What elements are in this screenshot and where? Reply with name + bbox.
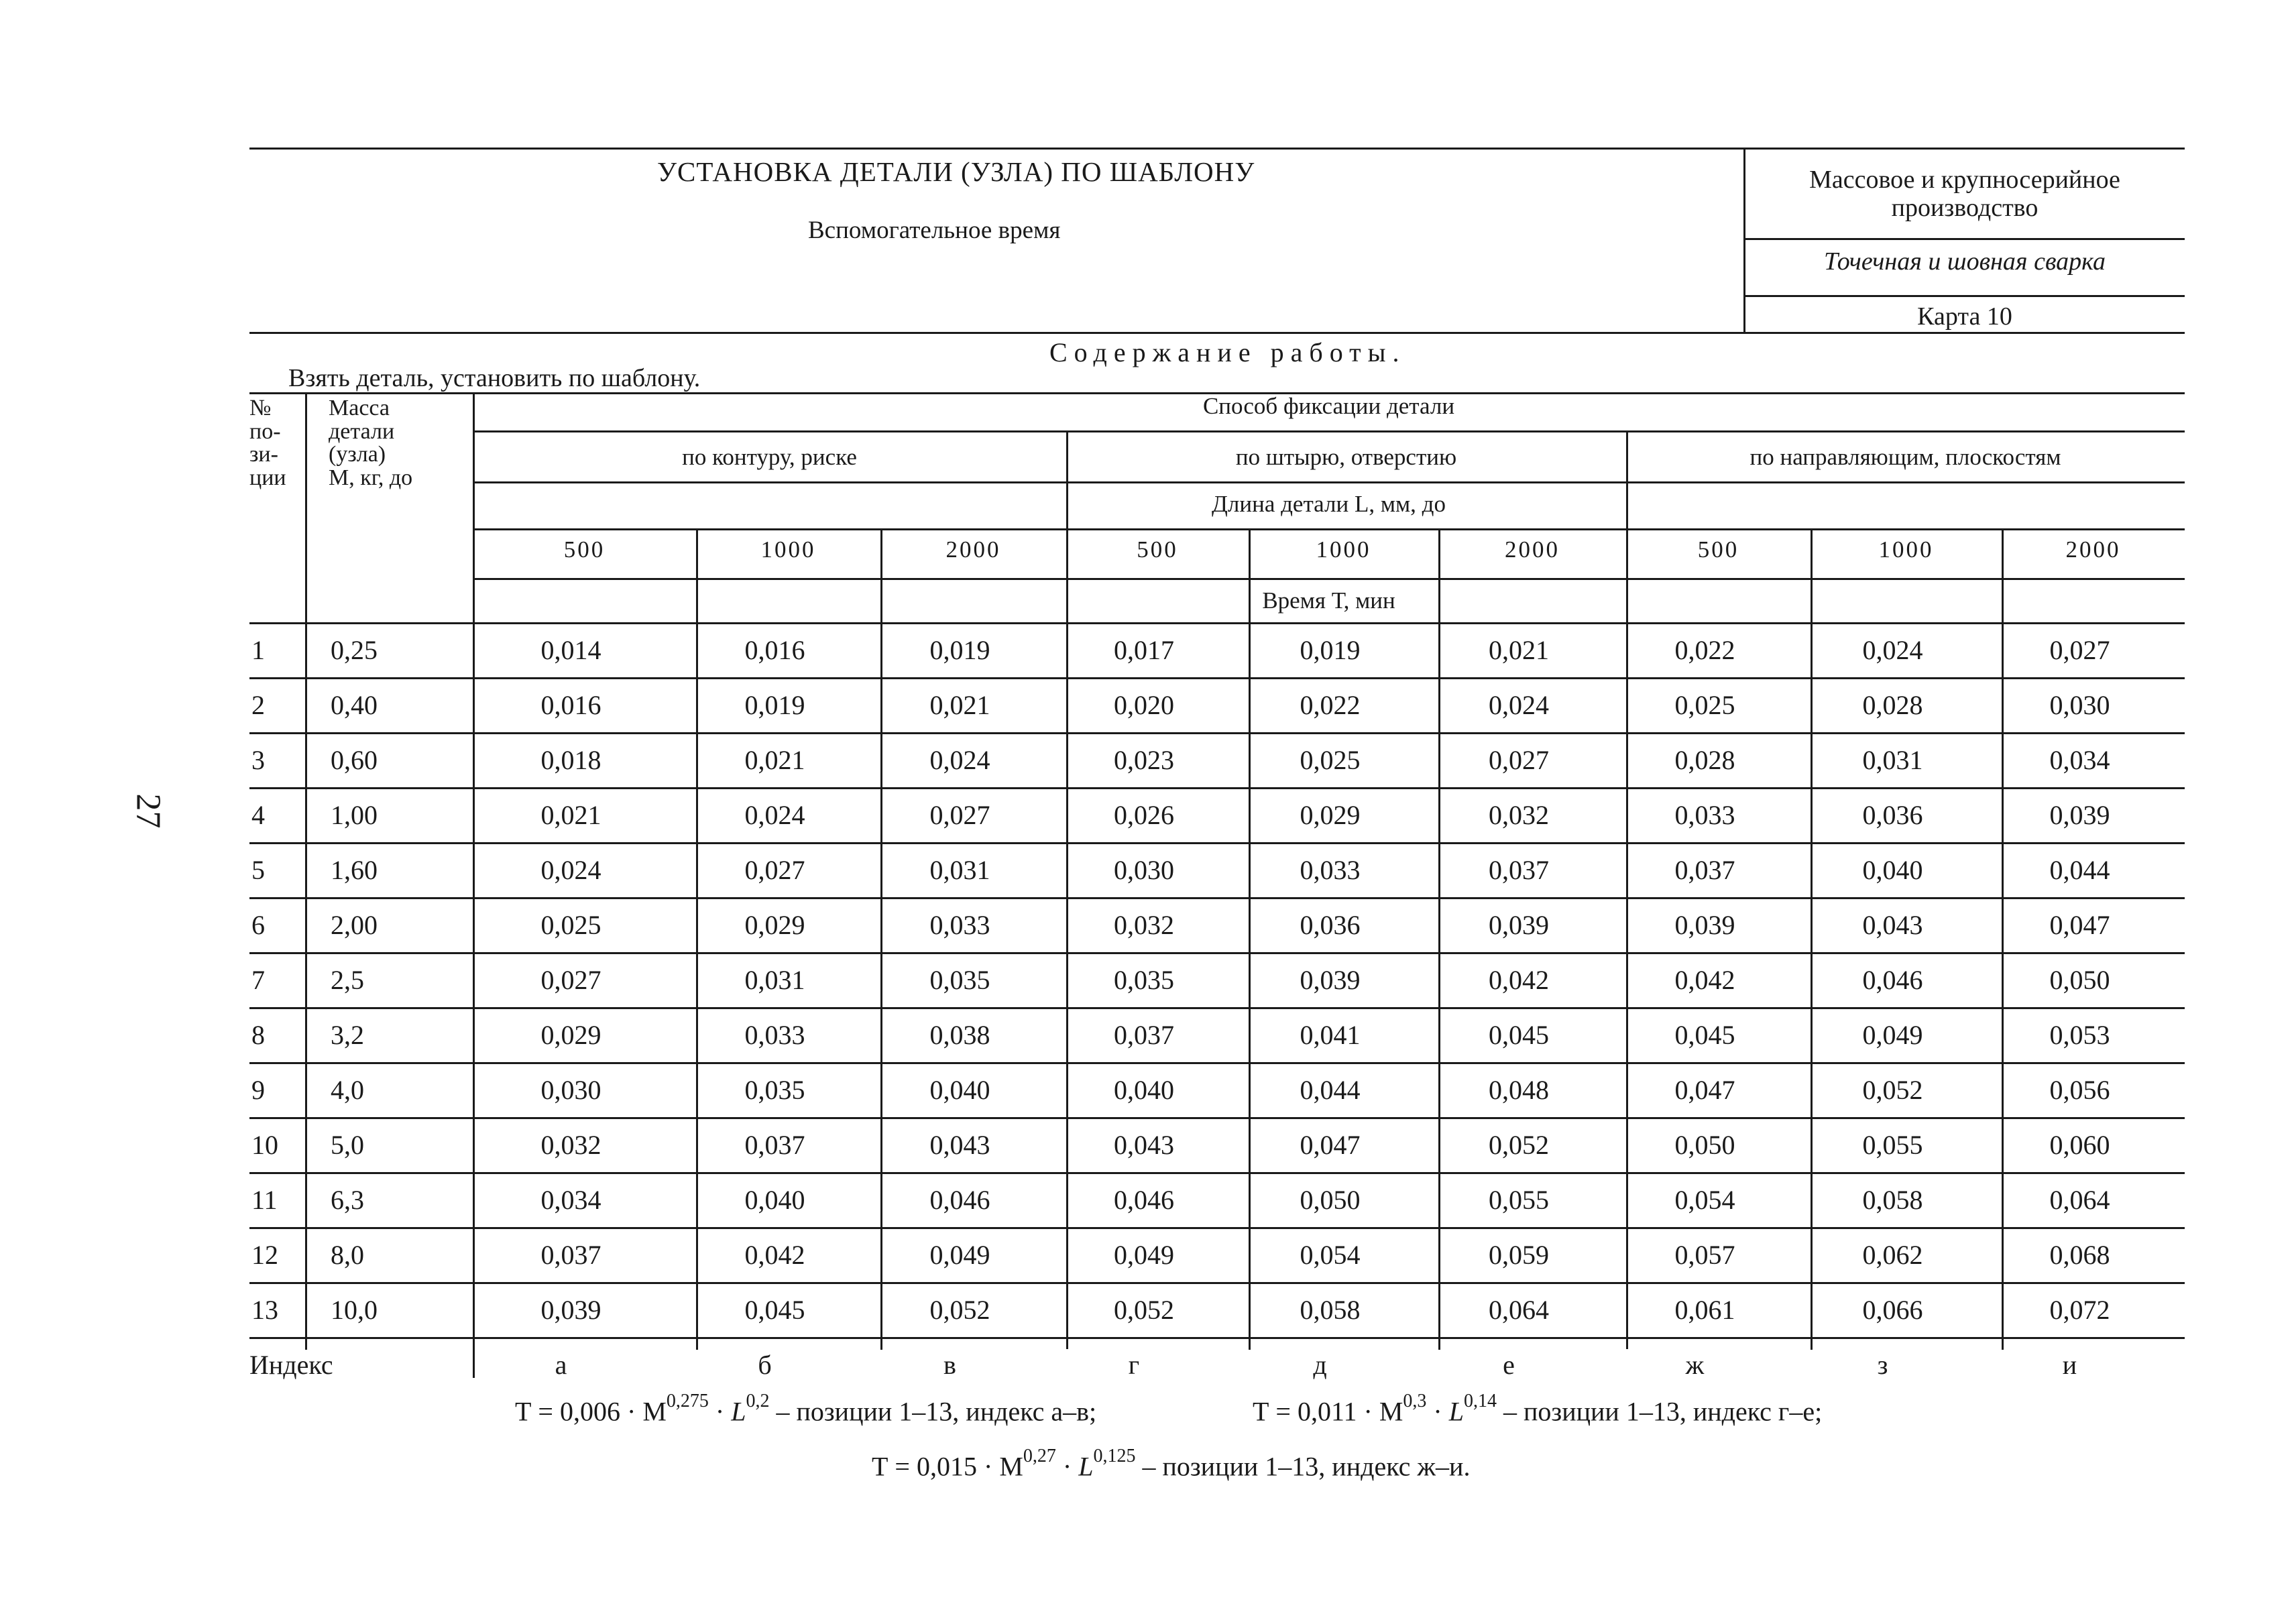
row-rule — [249, 1282, 2185, 1284]
rule-lengths — [473, 528, 2185, 530]
time-cell: 0,049 — [929, 1240, 990, 1270]
time-cell: 0,044 — [2049, 855, 2110, 885]
formula-1-exp-m: 0,275 — [666, 1391, 709, 1411]
time-cell: 0,052 — [929, 1295, 990, 1325]
time-cell: 0,032 — [540, 1130, 601, 1160]
time-cell: 0,045 — [1674, 1020, 1735, 1050]
time-cell: 0,068 — [2049, 1240, 2110, 1270]
row-rule — [249, 732, 2185, 734]
time-cell: 0,024 — [1862, 635, 1923, 665]
row-position: 10 — [251, 1130, 278, 1160]
time-cell: 0,029 — [744, 910, 805, 940]
time-cell: 0,031 — [744, 965, 805, 995]
time-cell: 0,027 — [2049, 635, 2110, 665]
row-rule — [249, 842, 2185, 844]
time-cell: 0,036 — [1300, 910, 1361, 940]
time-cell: 0,026 — [1114, 800, 1174, 830]
time-cell: 0,022 — [1300, 690, 1361, 720]
time-cell: 0,024 — [1489, 690, 1549, 720]
row-position: 4 — [251, 800, 265, 830]
length-cell: 2000 — [2065, 536, 2121, 563]
time-cell: 0,045 — [1489, 1020, 1549, 1050]
time-cell: 0,043 — [1862, 910, 1923, 940]
time-cell: 0,058 — [1862, 1185, 1923, 1215]
time-cell: 0,043 — [1114, 1130, 1174, 1160]
time-cell: 0,035 — [1114, 965, 1174, 995]
time-cell: 0,052 — [1862, 1075, 1923, 1105]
col-line-pos — [305, 392, 307, 1350]
time-cell: 0,024 — [540, 855, 601, 885]
time-cell: 0,025 — [540, 910, 601, 940]
time-cell: 0,046 — [1862, 965, 1923, 995]
time-cell: 0,021 — [1489, 635, 1549, 665]
time-cell: 0,056 — [2049, 1075, 2110, 1105]
time-cell: 0,047 — [2049, 910, 2110, 940]
time-cell: 0,052 — [1489, 1130, 1549, 1160]
time-cell: 0,060 — [2049, 1130, 2110, 1160]
length-cell: 500 — [1697, 536, 1739, 563]
index-cell: б — [758, 1350, 772, 1380]
content-heading: Содержание работы. — [1049, 337, 1406, 367]
rule-time-head — [473, 578, 2185, 580]
row-mass: 1,60 — [331, 855, 378, 885]
pos-header-line: ции — [249, 465, 286, 491]
time-cell: 0,033 — [1300, 855, 1361, 885]
row-mass: 3,2 — [331, 1020, 364, 1050]
index-cell: з — [1877, 1350, 1888, 1380]
time-cell: 0,025 — [1300, 745, 1361, 775]
formula-2: Т = 0,011 · М$^{0,3}$ · L$^{0,14}$ – позиции 1–13, индекс г–е; — [1253, 1391, 1823, 1427]
formula-3-l: L — [1078, 1451, 1094, 1482]
row-mass: 8,0 — [331, 1240, 364, 1270]
time-cell: 0,064 — [1489, 1295, 1549, 1325]
time-cell: 0,027 — [744, 855, 805, 885]
length-cell: 500 — [563, 536, 606, 563]
header-top-rule — [249, 148, 2185, 150]
pos-header-line: № — [249, 396, 272, 420]
time-cell: 0,039 — [1300, 965, 1361, 995]
time-cell: 0,023 — [1114, 745, 1174, 775]
length-cell: 2000 — [945, 536, 1001, 563]
time-cell: 0,057 — [1674, 1240, 1735, 1270]
length-cell: 1000 — [1878, 536, 1934, 563]
pos-header-line: зи- — [249, 442, 278, 467]
time-cell: 0,062 — [1862, 1240, 1923, 1270]
row-position: 13 — [251, 1295, 278, 1325]
time-cell: 0,042 — [1674, 965, 1735, 995]
time-cell: 0,021 — [929, 690, 990, 720]
row-mass: 0,25 — [331, 635, 378, 665]
mass-header — [329, 397, 469, 490]
pos-header-line: по- — [249, 418, 281, 444]
time-cell: 0,043 — [929, 1130, 990, 1160]
mass-header-line: Масса — [329, 396, 390, 420]
time-cell: 0,037 — [1489, 855, 1549, 885]
header-right-rule-2 — [1743, 295, 2185, 297]
time-cell: 0,052 — [1114, 1295, 1174, 1325]
time-cell: 0,039 — [1489, 910, 1549, 940]
time-cell: 0,039 — [2049, 800, 2110, 830]
time-cell: 0,040 — [929, 1075, 990, 1105]
index-cell: д — [1313, 1350, 1327, 1380]
length-header-text: Длина детали L, мм, до — [1212, 491, 1446, 517]
mass-header-line: (узла) — [329, 442, 386, 467]
time-cell: 0,055 — [1862, 1130, 1923, 1160]
time-cell: 0,033 — [1674, 800, 1735, 830]
formula-2-l: L — [1448, 1396, 1464, 1427]
time-cell: 0,032 — [1114, 910, 1174, 940]
formula-3-exp-m: 0,27 — [1023, 1446, 1056, 1466]
time-cell: 0,033 — [744, 1020, 805, 1050]
time-cell: 0,018 — [540, 745, 601, 775]
time-cell: 0,029 — [1300, 800, 1361, 830]
index-cell: а — [555, 1350, 567, 1380]
time-cell: 0,016 — [540, 690, 601, 720]
formula-1: Т = 0,006 · М$^{0,275}$ · L$^{0,2}$ – позиции 1–13, индекс а–в; — [515, 1391, 1097, 1427]
time-cell: 0,016 — [744, 635, 805, 665]
time-cell: 0,045 — [744, 1295, 805, 1325]
time-cell: 0,055 — [1489, 1185, 1549, 1215]
row-rule — [249, 1117, 2185, 1119]
time-cell: 0,054 — [1674, 1185, 1735, 1215]
time-cell: 0,035 — [744, 1075, 805, 1105]
time-cell: 0,024 — [744, 800, 805, 830]
header-right-rule-1 — [1743, 238, 2185, 240]
formula-2-lhs: Т = 0,011 · М — [1253, 1396, 1403, 1427]
method-header: Способ фиксации детали — [1202, 393, 1455, 419]
length-cell: 500 — [1137, 536, 1178, 563]
row-rule — [249, 1337, 2185, 1339]
index-cell: в — [943, 1350, 956, 1380]
time-cell: 0,028 — [1862, 690, 1923, 720]
time-cell: 0,017 — [1114, 635, 1174, 665]
time-cell: 0,021 — [540, 800, 601, 830]
time-cell: 0,058 — [1300, 1295, 1361, 1325]
rule-methods — [473, 430, 2185, 432]
row-position: 12 — [251, 1240, 278, 1270]
time-cell: 0,044 — [1300, 1075, 1361, 1105]
formula-2-exp-m: 0,3 — [1403, 1391, 1427, 1411]
time-cell: 0,040 — [744, 1185, 805, 1215]
time-cell: 0,019 — [929, 635, 990, 665]
formula-3-lhs: Т = 0,015 · М — [872, 1451, 1023, 1482]
time-cell: 0,037 — [1114, 1020, 1174, 1050]
formula-2-exp-l: 0,14 — [1463, 1391, 1497, 1411]
time-header: Время Т, мин — [1262, 587, 1395, 614]
time-cell: 0,041 — [1300, 1020, 1361, 1050]
row-position: 3 — [251, 745, 265, 775]
time-cell: 0,030 — [540, 1075, 601, 1105]
time-cell: 0,027 — [1489, 745, 1549, 775]
time-cell: 0,019 — [1300, 635, 1361, 665]
time-cell: 0,032 — [1489, 800, 1549, 830]
time-cell: 0,028 — [1674, 745, 1735, 775]
time-cell: 0,040 — [1862, 855, 1923, 885]
row-mass: 5,0 — [331, 1130, 364, 1160]
row-rule — [249, 787, 2185, 789]
row-position: 11 — [251, 1185, 278, 1215]
time-cell: 0,030 — [2049, 690, 2110, 720]
time-cell: 0,034 — [540, 1185, 601, 1215]
index-cell: и — [2062, 1350, 2077, 1380]
header-divider — [1743, 148, 1745, 334]
time-cell: 0,029 — [540, 1020, 601, 1050]
row-position: 8 — [251, 1020, 265, 1050]
row-mass: 2,5 — [331, 965, 364, 995]
time-cell: 0,047 — [1674, 1075, 1735, 1105]
formula-3-tail: – позиции 1–13, индекс ж–и. — [1135, 1451, 1471, 1482]
method-contour: по контуру, риске — [682, 444, 857, 470]
time-cell: 0,059 — [1489, 1240, 1549, 1270]
content-text: Взять деталь, установить по шаблону. — [288, 364, 701, 392]
page-title: УСТАНОВКА ДЕТАЛИ (УЗЛА) ПО ШАБЛОНУ — [657, 156, 1255, 187]
row-position: 2 — [251, 690, 265, 720]
page-number: 27 — [129, 793, 168, 829]
row-rule — [249, 952, 2185, 954]
time-cell: 0,020 — [1114, 690, 1174, 720]
method-pin: по штырю, отверстию — [1235, 444, 1457, 470]
pos-header — [249, 397, 303, 490]
time-cell: 0,038 — [929, 1020, 990, 1050]
time-cell: 0,066 — [1862, 1295, 1923, 1325]
time-cell: 0,050 — [1674, 1130, 1735, 1160]
time-cell: 0,053 — [2049, 1020, 2110, 1050]
row-rule — [249, 1007, 2185, 1009]
time-cell: 0,050 — [2049, 965, 2110, 995]
card-number: Карта 10 — [1917, 302, 2012, 331]
row-rule — [249, 1062, 2185, 1064]
index-cell: г — [1128, 1350, 1140, 1380]
time-cell: 0,021 — [744, 745, 805, 775]
rule-header-bottom — [249, 622, 2185, 624]
time-cell: 0,046 — [929, 1185, 990, 1215]
row-rule — [249, 1227, 2185, 1229]
formula-3: Т = 0,015 · М$^{0,27}$ · L$^{0,125}$ – позиции 1–13, индекс ж–и. — [872, 1446, 1471, 1482]
rule-lengths-head — [473, 481, 2185, 483]
row-rule — [249, 1172, 2185, 1174]
time-cell: 0,049 — [1862, 1020, 1923, 1050]
time-cell: 0,042 — [1489, 965, 1549, 995]
time-cell: 0,037 — [1674, 855, 1735, 885]
time-cell: 0,047 — [1300, 1130, 1361, 1160]
time-cell: 0,046 — [1114, 1185, 1174, 1215]
time-cell: 0,039 — [540, 1295, 601, 1325]
formula-1-l: L — [731, 1396, 746, 1427]
header-bottom-rule — [249, 332, 2185, 334]
time-cell: 0,049 — [1114, 1240, 1174, 1270]
time-cell: 0,025 — [1674, 690, 1735, 720]
row-mass: 0,60 — [331, 745, 378, 775]
formula-3-exp-l: 0,125 — [1093, 1446, 1136, 1466]
welding-type: Точечная и шовная сварка — [1823, 247, 2106, 276]
row-mass: 6,3 — [331, 1185, 364, 1215]
time-cell: 0,061 — [1674, 1295, 1735, 1325]
row-position: 7 — [251, 965, 265, 995]
time-cell: 0,040 — [1114, 1075, 1174, 1105]
mass-header-line: детали — [329, 418, 395, 444]
time-cell: 0,048 — [1489, 1075, 1549, 1105]
time-cell: 0,034 — [2049, 745, 2110, 775]
row-rule — [249, 897, 2185, 899]
formula-1-tail: – позиции 1–13, индекс а–в; — [769, 1396, 1097, 1427]
time-cell: 0,030 — [1114, 855, 1174, 885]
time-cell: 0,054 — [1300, 1240, 1361, 1270]
formula-2-tail: – позиции 1–13, индекс г–е; — [1496, 1396, 1823, 1427]
time-cell: 0,027 — [929, 800, 990, 830]
time-cell: 0,014 — [540, 635, 601, 665]
time-cell: 0,064 — [2049, 1185, 2110, 1215]
row-mass: 10,0 — [331, 1295, 378, 1325]
row-rule — [249, 677, 2185, 679]
row-mass: 4,0 — [331, 1075, 364, 1105]
length-cell: 1000 — [760, 536, 816, 563]
index-cell: ж — [1685, 1350, 1705, 1380]
method-guides: по направляющим, плоскостям — [1749, 444, 2061, 470]
time-cell: 0,031 — [1862, 745, 1923, 775]
production-type: Массовое и крупносерийное производство — [1809, 166, 2120, 222]
time-cell: 0,035 — [929, 965, 990, 995]
row-mass: 2,00 — [331, 910, 378, 940]
row-position: 5 — [251, 855, 265, 885]
time-cell: 0,024 — [929, 745, 990, 775]
row-position: 6 — [251, 910, 265, 940]
time-cell: 0,033 — [929, 910, 990, 940]
row-position: 1 — [251, 635, 265, 665]
time-cell: 0,037 — [744, 1130, 805, 1160]
row-position: 9 — [251, 1075, 265, 1105]
time-cell: 0,042 — [744, 1240, 805, 1270]
index-cell: е — [1503, 1350, 1515, 1380]
time-cell: 0,027 — [540, 965, 601, 995]
index-label: Индекс — [249, 1350, 333, 1380]
row-mass: 1,00 — [331, 800, 378, 830]
mass-header-line: М, кг, до — [329, 465, 413, 491]
formula-1-lhs: Т = 0,006 · М — [515, 1396, 667, 1427]
length-cell: 2000 — [1505, 536, 1560, 563]
time-cell: 0,050 — [1300, 1185, 1361, 1215]
time-cell: 0,072 — [2049, 1295, 2110, 1325]
length-header — [473, 492, 2185, 516]
time-cell: 0,039 — [1674, 910, 1735, 940]
time-cell: 0,037 — [540, 1240, 601, 1270]
length-cell: 1000 — [1316, 536, 1371, 563]
time-cell: 0,031 — [929, 855, 990, 885]
time-cell: 0,019 — [744, 690, 805, 720]
time-cell: 0,022 — [1674, 635, 1735, 665]
page-subtitle: Вспомогательное время — [808, 217, 1061, 244]
row-mass: 0,40 — [331, 690, 378, 720]
formula-1-exp-l: 0,2 — [746, 1391, 770, 1411]
time-cell: 0,036 — [1862, 800, 1923, 830]
